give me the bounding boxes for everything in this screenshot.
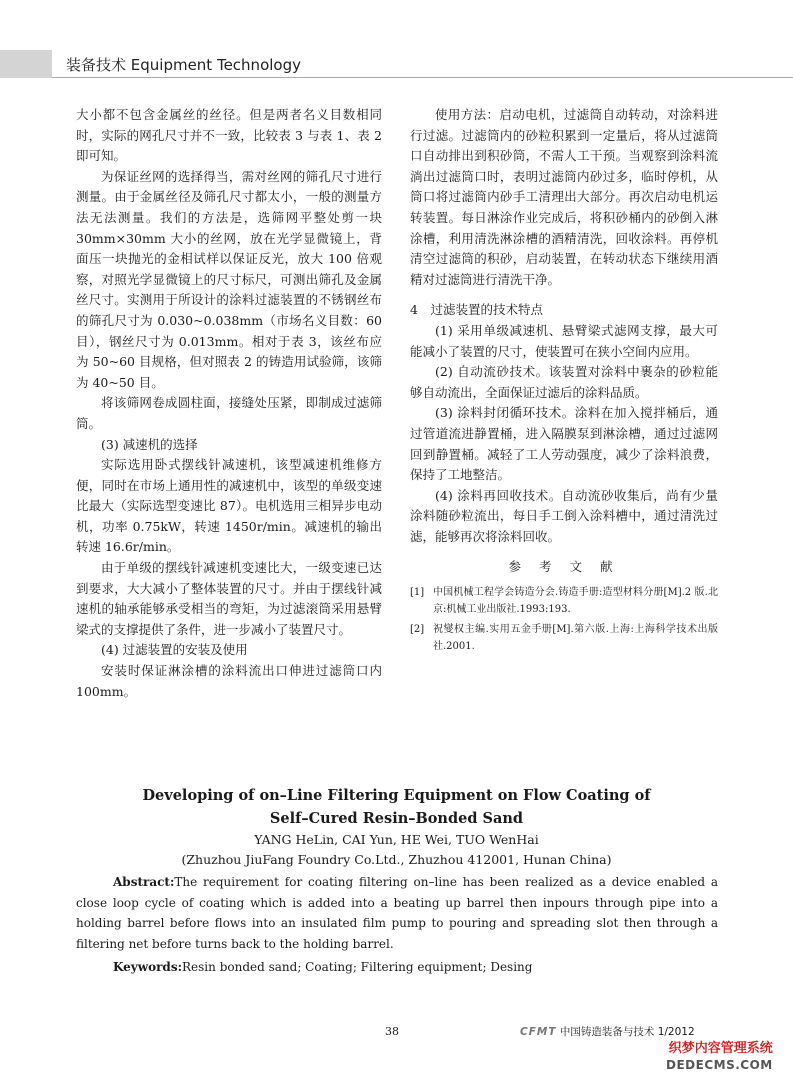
body-paragraph: (3) 涂料封闭循环技术。涂料在加入搅拌桶后，通过管道流进静置桶，进入隔膜泵到淋涂槽，通过过滤网回到静置桶。减轻了工人劳动强度，减少了涂料浪费，保持了工地整洁。: [410, 405, 718, 483]
reference-number: [2]: [410, 624, 425, 636]
reference-text: 中国机械工程学会铸造分会.铸造手册:造型材料分册[M].2 版.北京:机械工业出版社.1993:193.: [433, 587, 718, 616]
left-column: [76, 105, 382, 702]
running-header: 装备技术 Equipment Technology: [66, 56, 301, 74]
header-band: [0, 50, 52, 78]
english-authors: YANG HeLin, CAI Yun, HE Wei, TUO WenHai: [254, 832, 539, 847]
journal-logo: CFMT: [520, 1026, 557, 1038]
body-paragraph: 使用方法：启动电机，过滤筒自动转动，对涂料进行过滤。过滤筒内的砂粒积累到一定量后，将从过滤筒口自动排出到积砂筒，不需人工干预。当观察到涂料流淌出过滤筒口时，表明过滤筒内砂过多，临时停机，从筒口将过滤筒内砂手工清理出大部分。再次启动电机运转装置。每日淋涂作业完成后，将积砂桶内的砂倒入淋涂槽，利用清洗淋涂槽的酒精清洗，回收涂料。再停机清空过滤筒的积砂，启动装置，在转动状态下继续用酒精对过滤筒进行清洗干净。: [410, 107, 718, 287]
body-paragraph: 为保证丝网的选择得当，需对丝网的筛孔尺寸进行测量。由于金属丝径及筛孔尺寸都太小，一般的测量方法无法测量。我们的方法是，选筛网平整处剪一块 30mm×30mm 大小的丝网，放在光学显微镜上，背面压一块抛光的金相试样以保证反光，放大 100 倍观察，对照光学显微镜上的尺寸标尺，可测出筛孔及金属丝尺寸。实测用于所设计的涂料过滤装置的不锈钢丝布的筛孔尺寸为 0.030~0.038mm（市场名义目数：60 目），钢丝尺寸为 0.013mm。相对于表 3，该丝布应为 50~60 目规格，但对照表 2 的铸造用试验筛，该筛为 40~50 目。: [76, 168, 382, 390]
english-affiliation: (Zhuzhou JiuFang Foundry Co.Ltd., Zhuzhou 412001, Hunan China): [181, 852, 612, 867]
body-paragraph: (4) 涂料再回收技术。自动流砂收集后，尚有少量涂料随砂粒流出，每日手工倒入涂料槽中，通过清洗过滤，能够再次将涂料回收。: [410, 487, 718, 544]
header-rule: [52, 77, 793, 78]
watermark-line-1: 织梦内容管理系统: [668, 1041, 773, 1056]
reference-text: 祝燮权主编.实用五金手册[M].第六版.上海:上海科学技术出版社.2001.: [433, 624, 718, 653]
subsection-heading: (4) 过滤装置的安装及使用: [101, 642, 248, 658]
body-paragraph: (2) 自动流砂技术。该装置对涂料中裹杂的砂粒能够自动流出，全面保证过滤后的涂料品质。: [410, 364, 718, 400]
english-title-line-1: Developing of on–Line Filtering Equipment on Flow Coating of: [142, 787, 651, 804]
journal-issue: 1/2012: [657, 1026, 695, 1038]
reference-item: [410, 584, 718, 618]
abstract-label: Abstract:: [113, 875, 175, 889]
english-abstract: [76, 872, 718, 954]
references-title: 参 考 文 献: [508, 559, 620, 575]
keywords-text: Resin bonded sand; Coating; Filtering equipment; Desing: [182, 960, 533, 974]
english-title-line-2: Self–Cured Resin–Bonded Sand: [269, 810, 524, 827]
journal-name: 中国铸造装备与技术: [559, 1026, 655, 1038]
body-paragraph: 大小都不包含金属丝的丝径。但是两者名义目数相同时，实际的网孔尺寸并不一致，比较表 3 与表 1、表 2 即可知。: [76, 107, 382, 164]
watermark: [666, 1041, 773, 1073]
section-heading: 4 过滤装置的技术特点: [410, 302, 543, 318]
english-keywords: [113, 957, 532, 977]
subsection-heading: (3) 减速机的选择: [101, 436, 198, 452]
body-paragraph: 实际选用卧式摆线针减速机，该型减速机维修方便，同时在市场上通用性的减速机中，该型的单级变速比最大（实际选型变速比 87）。电机选用三相异步电动机，功率 0.75kW，转速 1450r/min。减速机的输出转速 16.6r/min。: [76, 457, 382, 555]
right-column: [410, 105, 718, 658]
keywords-label: Keywords:: [113, 960, 183, 974]
reference-item: [410, 621, 718, 655]
page-number: 38: [385, 1025, 399, 1038]
reference-number: [1]: [410, 587, 425, 599]
body-paragraph: 由于单级的摆线针减速机变速比大，一级变速已达到要求，大大减小了整体装置的尺寸。并由于摆线针减速机的轴承能够承受相当的弯矩，为过滤滚筒采用悬臂梁式的支撑提供了条件，进一步减小了装置尺寸。: [76, 560, 382, 637]
watermark-line-2: DEDECMS.COM: [666, 1058, 773, 1072]
journal-footer: [520, 1024, 695, 1039]
body-paragraph: 安装时保证淋涂槽的涂料流出口伸进过滤筒口内 100mm。: [76, 663, 382, 699]
body-paragraph: 将该筛网卷成圆柱面，接缝处压紧，即制成过滤筛筒。: [76, 395, 382, 431]
body-paragraph: (1) 采用单级减速机、悬臂梁式滤网支撑，最大可能减小了装置的尺寸，使装置可在狭小空间内应用。: [410, 322, 718, 359]
abstract-text: The requirement for coating filtering on–line has been realized as a device enabled a close loop cycle of coating which is added into a beating up barrel then inpours through pipe into a holding barrel before flows into an insulated film pump to pouring and spreading slot then through a filtering net before turns back to the holding barrel.: [76, 875, 718, 951]
